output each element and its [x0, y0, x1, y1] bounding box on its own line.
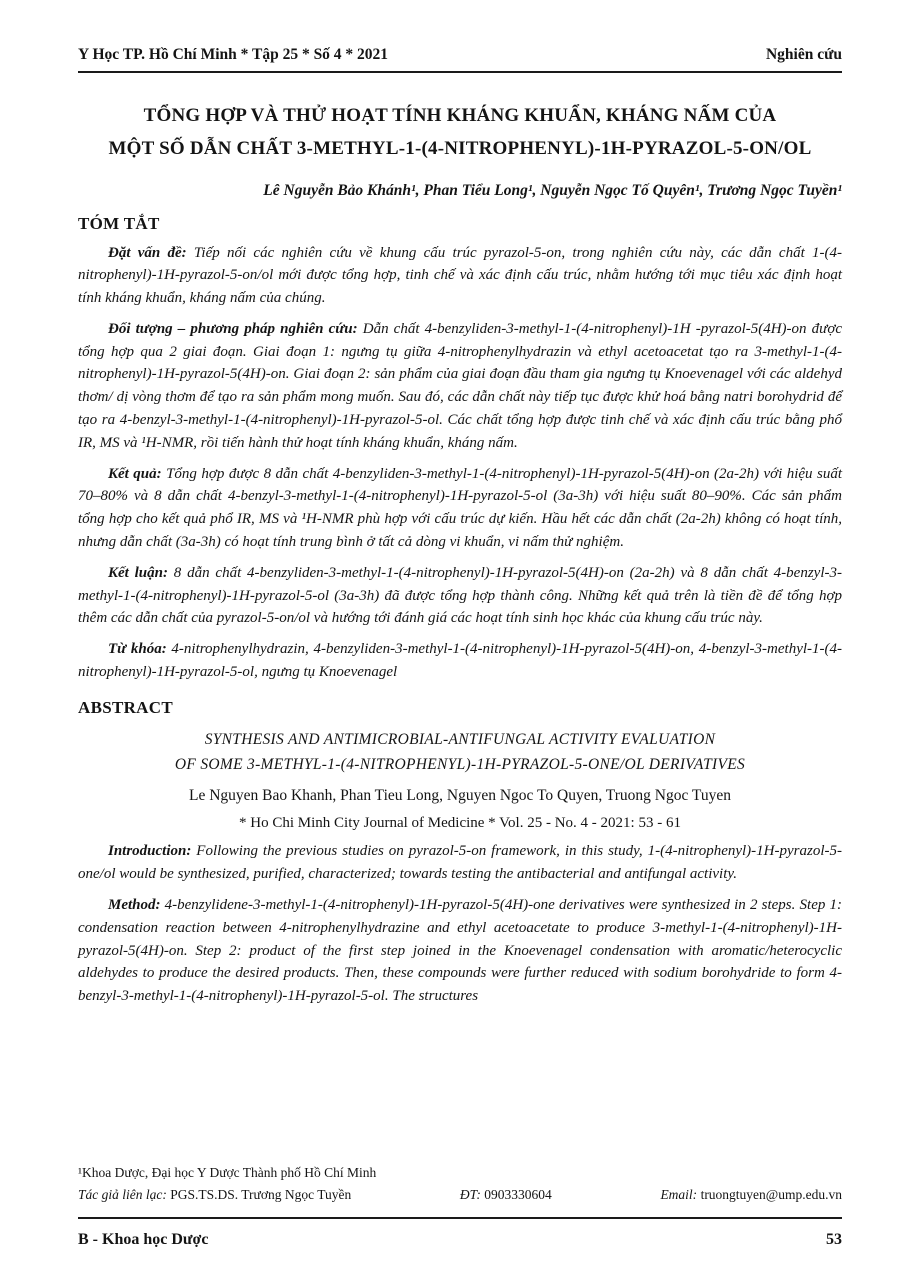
- page-header: [78, 46, 842, 73]
- paragraph-text: 4-benzylidene-3-methyl-1-(4-nitrophenyl)-1H-pyrazol-5(4H)-one derivatives were synthesized in 2 steps. Step 1: condensation reaction between 4-nitrophenylhydrazine and ethyl acetoacetate to produce 3-methyl-1-(4-nitrophenyl)-1H-pyrazol-5(4H)-on. Step 2: product of the first step joined in the Knoevenagel condensation with aromatic/heterocyclic aldehydes to produce the desired products. Then, these compounds were further reduced with sodium borohydride to form 4-benzyl-3-methyl-1-(4-nitrophenyl)-1H-pyrazol-5-ol. The structures: [78, 897, 842, 1005]
- abstract-english-title: [78, 728, 842, 778]
- footnote-contact-line: [78, 1185, 842, 1205]
- paragraph-text: Tổng hợp được 8 dẫn chất 4-benzyliden-3-methyl-1-(4-nitrophenyl)-1H-pyrazol-5(4H)-on (2a-2h) với hiệu suất 70–80% và 8 dẫn chất 4-benzyl-3-methyl-1-(4-nitrophenyl)-1H-pyrazol-5-ol (3a-3h) với hiệu suất 80–90%. Các sản phẩm tổng hợp cho kết quả phổ IR, MS và ¹H-NMR phù hợp với cấu trúc dự kiến. Hầu hết các dẫn chất (2a-2h) không có hoạt tính, nhưng dẫn chất (3a-3h) có hoạt tính trung bình ở tất cả dòng vi khuẩn, vi nấm thử nghiệm.: [78, 465, 843, 551]
- tomtat-paragraph-ket-qua: [78, 463, 842, 554]
- authors-english: Le Nguyen Bao Khanh, Phan Tieu Long, Nguyen Ngoc To Quyen, Truong Ngoc Tuyen: [189, 787, 731, 805]
- paragraph-label: Từ khóa:: [108, 641, 167, 658]
- email-label: Email:: [660, 1186, 698, 1202]
- article-title-line-2: MỘT SỐ DẪN CHẤT 3-METHYL-1-(4-NITROPHENYL)-1H-PYRAZOL-5-ON/OL: [108, 138, 812, 160]
- paragraph-text: 8 dẫn chất 4-benzyliden-3-methyl-1-(4-nitrophenyl)-1H-pyrazol-5(4H)-on (2a-2h) và 8 dẫn chất 4-benzyl-3-methyl-1-(4-nitrophenyl)-1H-pyrazol-5-ol (3a-3h) đã được tổng hợp thành công. Những kết quả trên là tiền đề để tổng hợp thêm các dẫn chất của pyrazol-5-on/ol và hướng tới đánh giá các hoạt tính sinh học khác của khung cấu trúc này.: [78, 564, 842, 627]
- phone-number: 0903330604: [484, 1186, 552, 1202]
- contact-name: PGS.TS.DS. Trương Ngọc Tuyền: [170, 1186, 352, 1202]
- footnote-affiliation: ¹Khoa Dược, Đại học Y Dược Thành phố Hồ Chí Minh: [78, 1164, 377, 1180]
- contact-label: Tác giả liên lạc:: [78, 1186, 167, 1202]
- paragraph-label: Đặt vấn đề:: [108, 244, 187, 261]
- paragraph-label: Method:: [108, 897, 161, 914]
- footer-section-name: B - Khoa học Dược: [78, 1231, 209, 1248]
- page-number: 53: [826, 1231, 842, 1248]
- paragraph-label: Kết luận:: [108, 564, 168, 581]
- footnote: [78, 1163, 842, 1206]
- tomtat-paragraph-tu-khoa: [78, 638, 842, 684]
- tomtat-heading: TÓM TẮT: [78, 213, 160, 233]
- abstract-paragraph-method: [78, 894, 842, 1008]
- paragraph-text: 4-nitrophenylhydrazin, 4-benzyliden-3-methyl-1-(4-nitrophenyl)-1H-pyrazol-5(4H)-on, 4-benzyl-3-methyl-1-(4-nitrophenyl)-1H-pyrazol-5-ol, ngưng tụ Knoevenagel: [78, 641, 842, 681]
- footnote-contact: [78, 1185, 351, 1205]
- authors-vietnamese: Lê Nguyễn Bảo Khánh¹, Phan Tiểu Long¹, Nguyễn Ngọc Tố Quyên¹, Trương Ngọc Tuyền¹: [263, 181, 842, 199]
- footnote-phone: [460, 1185, 552, 1205]
- paragraph-text: Tiếp nối các nghiên cứu về khung cấu trúc pyrazol-5-on, trong nghiên cứu này, các dẫn chất 1-(4-nitrophenyl)-1H-pyrazol-5-on/ol mới được tổng hợp, tinh chế và xác định cấu trúc, nhằm hướng tới mục tiêu xác định hoạt tính kháng khuẩn, kháng nấm của chúng.: [78, 244, 842, 307]
- article-title-line-1: TỔNG HỢP VÀ THỬ HOẠT TÍNH KHÁNG KHUẨN, KHÁNG NẤM CỦA: [143, 105, 777, 126]
- page-footer: [78, 1217, 842, 1249]
- abstract-title-line-1: SYNTHESIS AND ANTIMICROBIAL-ANTIFUNGAL ACTIVITY EVALUATION: [204, 730, 716, 748]
- journal-citation-line: * Ho Chi Minh City Journal of Medicine * Vol. 25 - No. 4 - 2021: 53 - 61: [239, 815, 681, 832]
- tomtat-paragraph-phuong-phap: [78, 318, 842, 455]
- journal-issue-info: Y Học TP. Hồ Chí Minh * Tập 25 * Số 4 * 2021: [78, 46, 389, 63]
- paragraph-label: Đối tượng – phương pháp nghiên cứu:: [108, 320, 358, 337]
- abstract-heading: ABSTRACT: [78, 697, 173, 717]
- abstract-title-line-2: OF SOME 3-METHYL-1-(4-NITROPHENYL)-1H-PYRAZOL-5-ONE/OL DERIVATIVES: [174, 755, 746, 773]
- email-address: truongtuyen@ump.edu.vn: [700, 1186, 842, 1202]
- paragraph-text: Following the previous studies on pyrazol-5-on framework, in this study, 1-(4-nitrophenyl)-1H-pyrazol-5-one/ol would be synthesized, purified, characterized; towards testing the antibacterial and antifungal activity.: [78, 843, 842, 883]
- paragraph-label: Introduction:: [108, 843, 192, 860]
- page-bottom-block: [78, 1163, 842, 1250]
- paragraph-label: Kết quả:: [108, 465, 162, 482]
- section-label: Nghiên cứu: [765, 46, 842, 63]
- paragraph-text: Dẫn chất 4-benzyliden-3-methyl-1-(4-nitrophenyl)-1H -pyrazol-5(4H)-on được tổng hợp qua 2 giai đoạn. Giai đoạn 1: ngưng tụ giữa 4-nitrophenylhydrazin và ethyl acetoacetat tạo ra 3-methyl-1-(4-nitrophenyl)-1H-pyrazol-5(4H)-on. Giai đoạn 2: sản phẩm của giai đoạn đầu tham gia ngưng tụ Knoevenagel với các aldehyd thơm/ dị vòng thơm để tạo ra sản phẩm mong muốn. Sau đó, các dẫn chất này tiếp tục được khử hoá bằng natri borohydrid để tạo ra 4-benzyl-3-methyl-1-(4-nitrophenyl)-1H-pyrazol-5-ol. Các chất tổng hợp được tinh chế và xác định cấu trúc bằng phổ IR, MS và ¹H-NMR, rồi tiến hành thử hoạt tính kháng khuẩn, kháng nấm.: [78, 320, 843, 451]
- abstract-paragraph-introduction: [78, 840, 842, 886]
- tomtat-paragraph-ket-luan: [78, 562, 842, 630]
- article-title: [78, 99, 842, 166]
- phone-label: ĐT:: [459, 1186, 481, 1202]
- tomtat-paragraph-dat-van-de: [78, 242, 842, 310]
- footnote-email: [660, 1185, 842, 1205]
